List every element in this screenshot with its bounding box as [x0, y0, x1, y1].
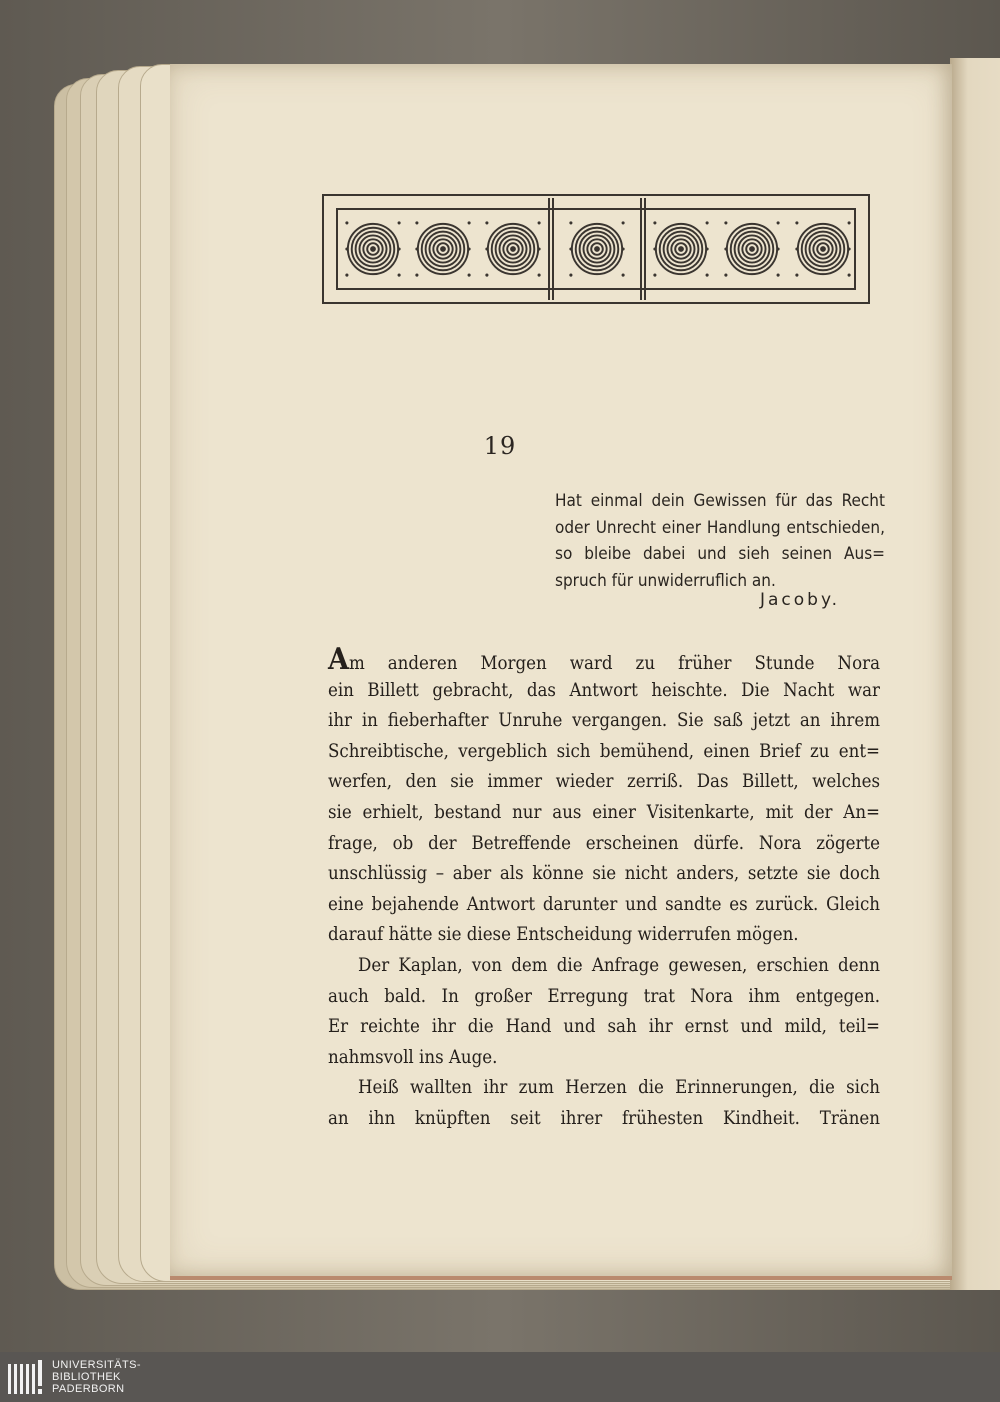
body-line: unschlüssig – aber als könne sie nicht anders, setzte sie doch: [328, 863, 880, 885]
body-line: auch bald. In großer Erregung trat Nora ihm entgegen.: [328, 985, 880, 1007]
logo-line: PADERBORN: [52, 1383, 125, 1395]
decorative-header-ornament: [322, 194, 870, 304]
epigraph-author: Jacoby.: [759, 590, 840, 610]
drop-initial: A: [328, 642, 349, 677]
ornament-group-center: [554, 210, 640, 288]
concentric-circle-ornament: [794, 220, 852, 278]
body-line: Heiß wallten ihr zum Herzen die Erinnerungen, die sich: [358, 1077, 880, 1099]
body-line: ein Billett gebracht, das Antwort heischte. Die Nacht war: [328, 679, 880, 701]
library-footer-bar: [0, 1352, 1000, 1402]
body-line: ihr in fieberhafter Unruhe vergangen. Sie saß jetzt an ihrem: [328, 710, 880, 732]
epigraph-line: Hat einmal dein Gewissen für das Recht: [555, 491, 885, 511]
body-line: an ihn knüpften seit ihrer frühesten Kindheit. Tränen: [328, 1107, 880, 1129]
logo-line: UNIVERSITÄTS-: [52, 1359, 141, 1371]
ornament-inner-frame: [336, 208, 856, 290]
facing-page-edge: [950, 58, 1000, 1290]
concentric-circle-ornament: [484, 220, 542, 278]
concentric-circle-ornament: [723, 220, 781, 278]
body-line: sie erhielt, bestand nur aus einer Visitenkarte, mit der An=: [328, 801, 880, 823]
ornament-group-left: [338, 210, 548, 288]
logo-line: BIBLIOTHEK: [52, 1371, 121, 1383]
concentric-circle-ornament: [414, 220, 472, 278]
body-line-text: m anderen Morgen ward zu früher Stunde Nora: [348, 653, 880, 674]
body-line: werfen, den sie immer wieder zerriß. Das Billett, welches: [328, 771, 880, 793]
body-text: [328, 642, 880, 1135]
body-line: Schreibtische, vergeblich sich bemühend, einen Brief zu ent=: [328, 740, 880, 762]
concentric-circle-ornament: [344, 220, 402, 278]
epigraph: [555, 488, 885, 594]
library-logo-text: [52, 1359, 141, 1395]
concentric-circle-ornament: [652, 220, 710, 278]
body-line: Er reichte ihr die Hand und sah ihr ernst und mild, teil=: [328, 1016, 880, 1038]
body-line: frage, ob der Betreffende erscheinen dürfe. Nora zögerte: [328, 832, 880, 854]
body-line: [328, 642, 880, 677]
epigraph-line: oder Unrecht einer Handlung entschieden,: [555, 517, 885, 538]
body-line: darauf hätte sie diese Entscheidung widerrufen mögen.: [328, 924, 799, 946]
body-line: Der Kaplan, von dem die Anfrage gewesen, erschien denn: [358, 954, 880, 976]
body-line: nahmsvoll ins Auge.: [328, 1046, 498, 1068]
body-line: eine bejahende Antwort darunter und sandte es zurück. Gleich: [328, 893, 880, 915]
page-number: 19: [483, 432, 517, 460]
epigraph-line: spruch für unwiderruflich an.: [555, 570, 776, 591]
epigraph-line: so bleibe dabei und sieh seinen Aus=: [555, 544, 885, 564]
concentric-circle-ornament: [568, 220, 626, 278]
library-logo-icon: [8, 1358, 46, 1396]
ornament-group-right: [646, 210, 858, 288]
